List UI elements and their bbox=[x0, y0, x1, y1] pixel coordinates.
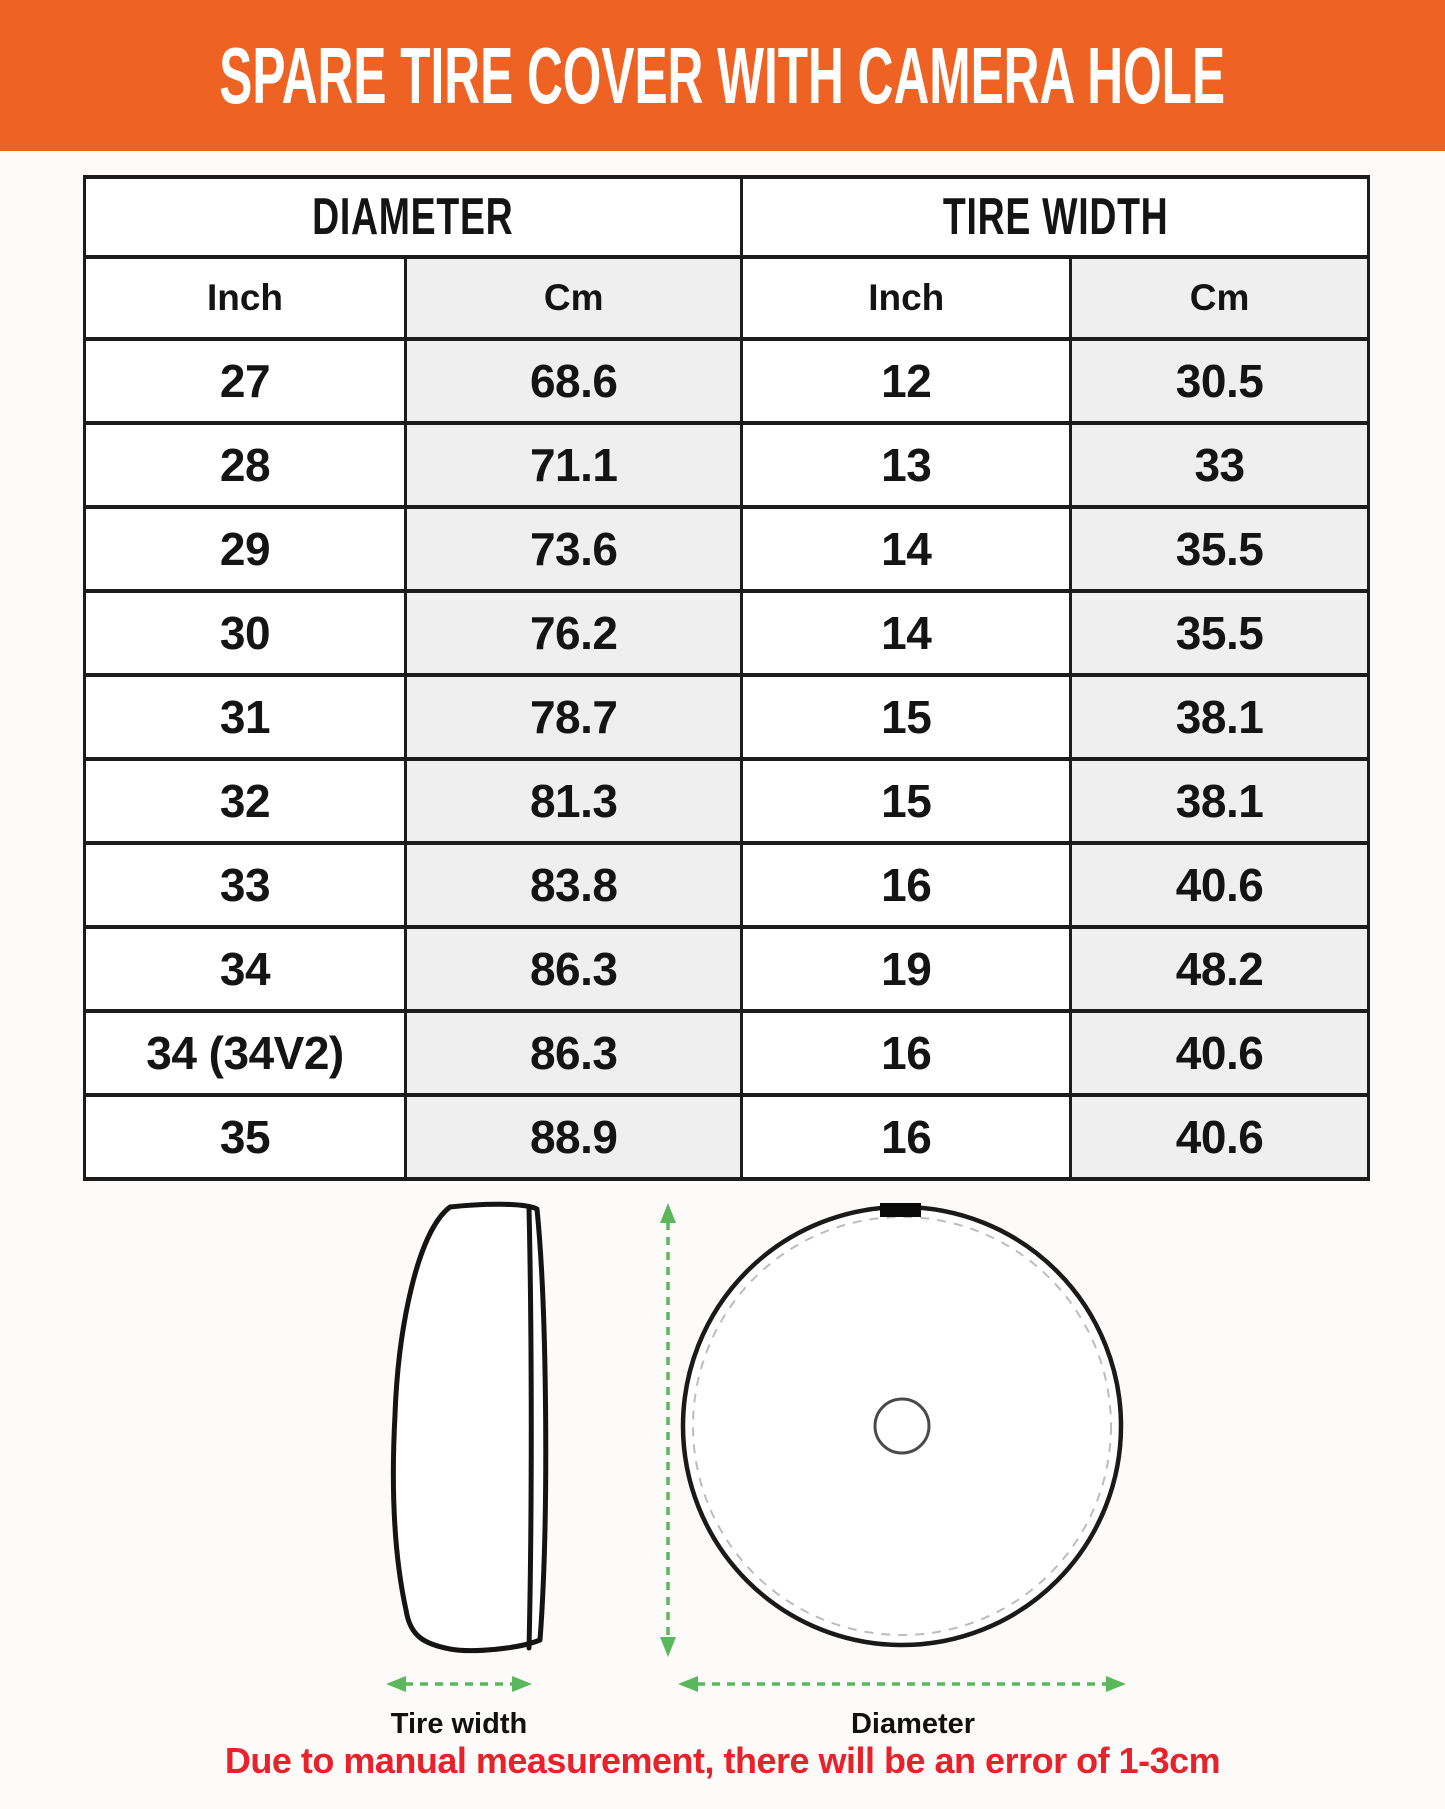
table-cell: 40.6 bbox=[1071, 1095, 1369, 1179]
table-cell: 71.1 bbox=[406, 423, 742, 507]
table-cell: 32 bbox=[85, 759, 406, 843]
table-cell: 29 bbox=[85, 507, 406, 591]
group-header-tire-width: TIRE WIDTH bbox=[742, 177, 1369, 257]
table-cell: 33 bbox=[85, 843, 406, 927]
table-cell: 15 bbox=[742, 759, 1071, 843]
table-cell: 35.5 bbox=[1071, 507, 1369, 591]
table-cell: 86.3 bbox=[406, 927, 742, 1011]
height-arrow bbox=[660, 1203, 676, 1657]
table-cell: 14 bbox=[742, 507, 1071, 591]
table-cell: 48.2 bbox=[1071, 927, 1369, 1011]
table-row bbox=[85, 843, 1369, 927]
table-unit-header-row bbox=[85, 257, 1369, 339]
table-cell: 78.7 bbox=[406, 675, 742, 759]
table-cell: 83.8 bbox=[406, 843, 742, 927]
table-cell: 38.1 bbox=[1071, 675, 1369, 759]
table-cell: 16 bbox=[742, 843, 1071, 927]
tire-width-label: Tire width bbox=[390, 1708, 528, 1740]
table-cell: 16 bbox=[742, 1095, 1071, 1179]
table-cell: 35.5 bbox=[1071, 591, 1369, 675]
table-row bbox=[85, 423, 1369, 507]
group-header-diameter: DIAMETER bbox=[85, 177, 742, 257]
size-table bbox=[83, 175, 1370, 1181]
table-cell: 16 bbox=[742, 1011, 1071, 1095]
table-cell: 40.6 bbox=[1071, 843, 1369, 927]
table-cell: 68.6 bbox=[406, 339, 742, 423]
page-title: SPARE TIRE COVER WITH CAMERA HOLE bbox=[219, 30, 1226, 120]
tire-width-arrow bbox=[386, 1676, 532, 1692]
top-tab bbox=[880, 1203, 921, 1217]
table-cell: 40.6 bbox=[1071, 1011, 1369, 1095]
table-row bbox=[85, 927, 1369, 1011]
table-cell: 14 bbox=[742, 591, 1071, 675]
table-row bbox=[85, 339, 1369, 423]
table-cell: 19 bbox=[742, 927, 1071, 1011]
table-cell: 34 (34V2) bbox=[85, 1011, 406, 1095]
table-cell: 15 bbox=[742, 675, 1071, 759]
table-row bbox=[85, 591, 1369, 675]
unit-header: Inch bbox=[85, 257, 406, 339]
table-row bbox=[85, 507, 1369, 591]
table-cell: 30 bbox=[85, 591, 406, 675]
table-cell: 38.1 bbox=[1071, 759, 1369, 843]
unit-header: Inch bbox=[742, 257, 1071, 339]
table-cell: 81.3 bbox=[406, 759, 742, 843]
tire-side-view bbox=[393, 1204, 545, 1650]
unit-header: Cm bbox=[1071, 257, 1369, 339]
table-cell: 12 bbox=[742, 339, 1071, 423]
measurement-diagram bbox=[0, 1190, 1445, 1750]
table-row bbox=[85, 759, 1369, 843]
table-cell: 13 bbox=[742, 423, 1071, 507]
table-group-header-row bbox=[85, 177, 1369, 257]
size-chart bbox=[83, 175, 1370, 1163]
table-cell: 86.3 bbox=[406, 1011, 742, 1095]
tire-front-view bbox=[683, 1203, 1121, 1645]
unit-header: Cm bbox=[406, 257, 742, 339]
table-row bbox=[85, 1095, 1369, 1179]
table-cell: 35 bbox=[85, 1095, 406, 1179]
table-cell: 30.5 bbox=[1071, 339, 1369, 423]
diameter-label: Diameter bbox=[850, 1708, 976, 1740]
measurement-disclaimer: Due to manual measurement, there will be an error of 1-3cm bbox=[224, 1740, 1221, 1781]
table-cell: 28 bbox=[85, 423, 406, 507]
table-cell: 76.2 bbox=[406, 591, 742, 675]
table-row bbox=[85, 1011, 1369, 1095]
table-cell: 33 bbox=[1071, 423, 1369, 507]
table-cell: 27 bbox=[85, 339, 406, 423]
table-cell: 88.9 bbox=[406, 1095, 742, 1179]
table-row bbox=[85, 675, 1369, 759]
table-cell: 34 bbox=[85, 927, 406, 1011]
header-banner bbox=[0, 0, 1445, 151]
camera-hole bbox=[875, 1399, 929, 1453]
table-cell: 73.6 bbox=[406, 507, 742, 591]
diameter-arrow bbox=[678, 1676, 1126, 1692]
table-cell: 31 bbox=[85, 675, 406, 759]
